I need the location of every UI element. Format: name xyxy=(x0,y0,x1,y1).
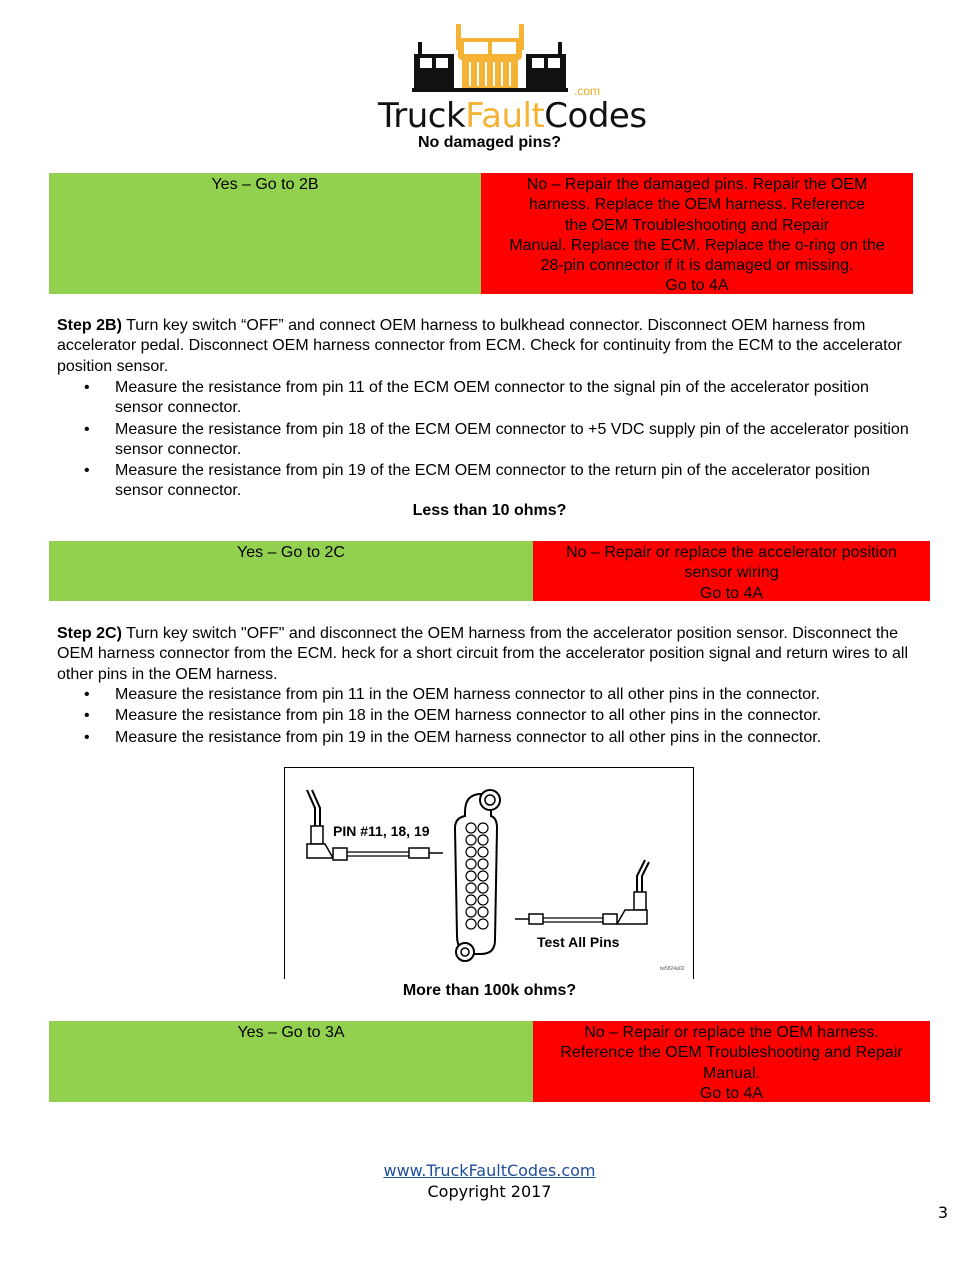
truck-logo-icon xyxy=(378,22,602,98)
connector-illustration xyxy=(285,768,692,978)
no-line: Manual. xyxy=(703,1064,760,1082)
step-2b-bullets xyxy=(57,378,917,503)
decision-table-2 xyxy=(49,541,930,601)
no-line: No – Repair or replace the accelerator position xyxy=(566,544,897,561)
step-text: Turn key switch "OFF" and disconnect the OEM harness from the accelerator position sensor. Disconnect the OEM harness connector from the ECM. heck for a short circuit from the accelerator position signal and return wires to all other pins in the OEM harness. xyxy=(57,625,909,683)
bullet-item: • Measure the resistance from pin 11 of the ECM OEM connector to the signal pin of the accelerator position sensor connector. xyxy=(57,378,917,419)
no-line: 28-pin connector if it is damaged or missing. xyxy=(540,257,854,275)
figure-label-test: Test All Pins xyxy=(537,934,620,950)
footer-website-link[interactable]: www.TruckFaultCodes.com xyxy=(383,1161,596,1180)
no-line: No – Repair the damaged pins. Repair the OEM xyxy=(526,176,868,193)
connector-diagram xyxy=(284,767,694,979)
decision-table-1 xyxy=(49,173,913,294)
step-2c-paragraph xyxy=(57,624,917,685)
step-label: Step 2C) xyxy=(57,625,122,642)
question-less-than-10-ohms: Less than 10 ohms? xyxy=(412,502,567,519)
no-line: Go to 4A xyxy=(699,584,764,602)
no-line: No – Repair or replace the OEM harness. xyxy=(584,1024,879,1041)
yes-cell: Yes – Go to 2C xyxy=(49,541,533,601)
no-line: Reference the OEM Troubleshooting and Repair xyxy=(560,1044,903,1062)
no-line: harness. Replace the OEM harness. Reference xyxy=(528,196,866,214)
no-line: Go to 4A xyxy=(665,277,729,295)
step-2c-bullets xyxy=(57,685,937,749)
site-logo xyxy=(378,22,647,136)
bullet-item: • Measure the resistance from pin 18 of the ECM OEM connector to +5 VDC supply pin of the accelerator position sensor connector. xyxy=(57,420,917,461)
question-more-than-100k-ohms: More than 100k ohms? xyxy=(402,982,577,999)
bullet-item: • Measure the resistance from pin 19 of the ECM OEM connector to the return pin of the accelerator position sensor connector. xyxy=(57,461,917,502)
bullet-item: • Measure the resistance from pin 11 in the OEM harness connector to all other pins in the connector. xyxy=(57,685,937,705)
logo-wordmark: TruckFaultCodes xyxy=(378,96,647,136)
yes-cell: Yes – Go to 2B xyxy=(49,173,481,294)
step-2b-paragraph xyxy=(57,316,917,377)
bullet-item: • Measure the resistance from pin 19 in the OEM harness connector to all other pins in the connector. xyxy=(57,728,937,748)
figure-label-pins: PIN #11, 18, 19 xyxy=(333,823,430,839)
logo-domain-suffix: .com xyxy=(574,84,601,98)
no-line: Manual. Replace the ECM. Replace the o-ring on the xyxy=(509,236,885,254)
no-line: the OEM Troubleshooting and Repair xyxy=(564,216,830,234)
decision-table-3 xyxy=(49,1021,930,1102)
page-number: 3 xyxy=(937,1203,948,1222)
step-text: Turn key switch “OFF” and connect OEM harness to bulkhead connector. Disconnect OEM harness from accelerator pedal. Disconnect OEM harness connector from ECM. Check for continuity from the ECM to the accelerator position sensor. xyxy=(57,317,902,375)
bullet-item: • Measure the resistance from pin 18 in the OEM harness connector to all other pins in the connector. xyxy=(57,706,937,726)
no-cell xyxy=(533,541,930,601)
yes-cell: Yes – Go to 3A xyxy=(49,1021,533,1102)
footer-copyright: Copyright 2017 xyxy=(427,1182,552,1201)
no-cell xyxy=(533,1021,930,1102)
step-label: Step 2B) xyxy=(57,317,122,334)
figure-ref: tw5824a02 xyxy=(660,966,685,972)
question-damaged-pins: No damaged pins? xyxy=(417,134,562,151)
no-line: sensor wiring xyxy=(684,564,779,582)
no-cell xyxy=(481,173,913,294)
no-line: Go to 4A xyxy=(699,1084,764,1102)
